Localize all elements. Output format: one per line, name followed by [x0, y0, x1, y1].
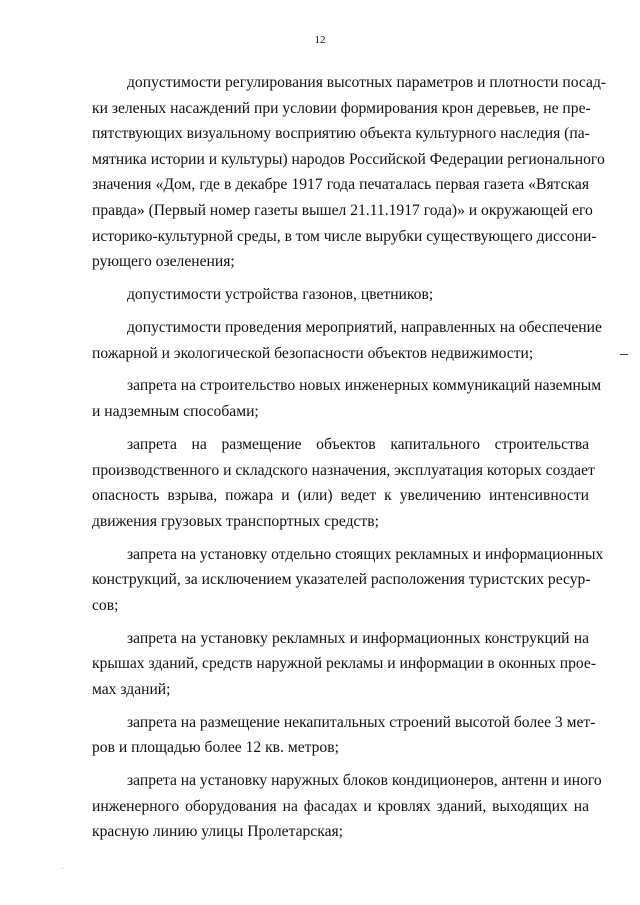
paragraph [92, 542, 604, 619]
scan-artifact [62, 868, 63, 869]
text-line: допустимости регулирования высотных параметров и плотности посад- [127, 74, 607, 91]
paragraph [92, 282, 589, 308]
text-line: историко-культурной среды, в том числе вырубки существующего диссони- [92, 227, 597, 245]
text-line: конструкций, за исключением указателей расположения туристских ресур- [92, 571, 591, 589]
text-line: опасность взрыва, пожара и (или) ведет к увеличению интенсивности [92, 487, 589, 505]
text-line: запрета на установку отдельно стоящих рекламных и информационных [127, 545, 604, 563]
text-line: крышах зданий, средств наружной рекламы и информации в оконных прое- [92, 655, 597, 673]
document-body [92, 70, 607, 852]
text-line: запрета на строительство новых инженерных коммуникаций наземным [127, 377, 602, 395]
text-line: мятника истории и культуры) народов Российской Федерации регионального [92, 150, 605, 168]
text-line: рующего озеленения; [92, 253, 235, 271]
text-line: инженерного оборудования на фасадах и кровлях зданий, выходящих на [92, 797, 589, 815]
text-line: движения грузовых транспортных средств; [92, 512, 379, 530]
scan-artifact [105, 815, 106, 816]
text-line: производственного и складского назначения, эксплуатация которых создает [92, 461, 595, 479]
text-line: запрета на размещение объектов капитального строительства [127, 435, 589, 453]
text-line: красную линию улицы Пролетарская; [92, 823, 343, 841]
text-line: запрета на установку наружных блоков кондиционеров, антенн и иного [127, 772, 602, 790]
text-line: ров и площадью более 12 кв. метров; [92, 739, 339, 757]
paragraph [92, 768, 602, 845]
text-line: допустимости проведения мероприятий, направленных на обеспечение [127, 318, 602, 336]
text-line: ки зеленых насаждений при условии формирования крон деревьев, не пре- [92, 99, 591, 117]
text-line: правда» (Первый номер газеты вышел 21.11.1917 года)» и окружающей его [92, 201, 593, 219]
page-number: 12 [314, 34, 326, 46]
paragraph [92, 373, 602, 424]
text-line: пожарной и экологической безопасности объектов недвижимости; [92, 344, 534, 362]
text-line: мах зданий; [92, 680, 171, 698]
text-line: пятствующих визуальному восприятию объекта культурного наследия (па- [92, 125, 590, 143]
paragraph [92, 626, 597, 703]
text-line: запрета на установку рекламных и информационных конструкций на [127, 629, 589, 647]
text-line: запрета на размещение некапитальных строений высотой более 3 мет- [127, 713, 596, 731]
text-line: допустимости устройства газонов, цветников; [127, 286, 434, 304]
paragraph [92, 432, 595, 534]
paragraph [92, 315, 602, 366]
paragraph [92, 70, 607, 275]
text-line: значения «Дом, где в декабре 1917 года печаталась первая газета «Вятская [92, 176, 589, 194]
margin-mark [620, 354, 628, 355]
text-line: сов; [92, 596, 119, 614]
text-line: и надземным способами; [92, 403, 259, 421]
paragraph [92, 710, 596, 761]
